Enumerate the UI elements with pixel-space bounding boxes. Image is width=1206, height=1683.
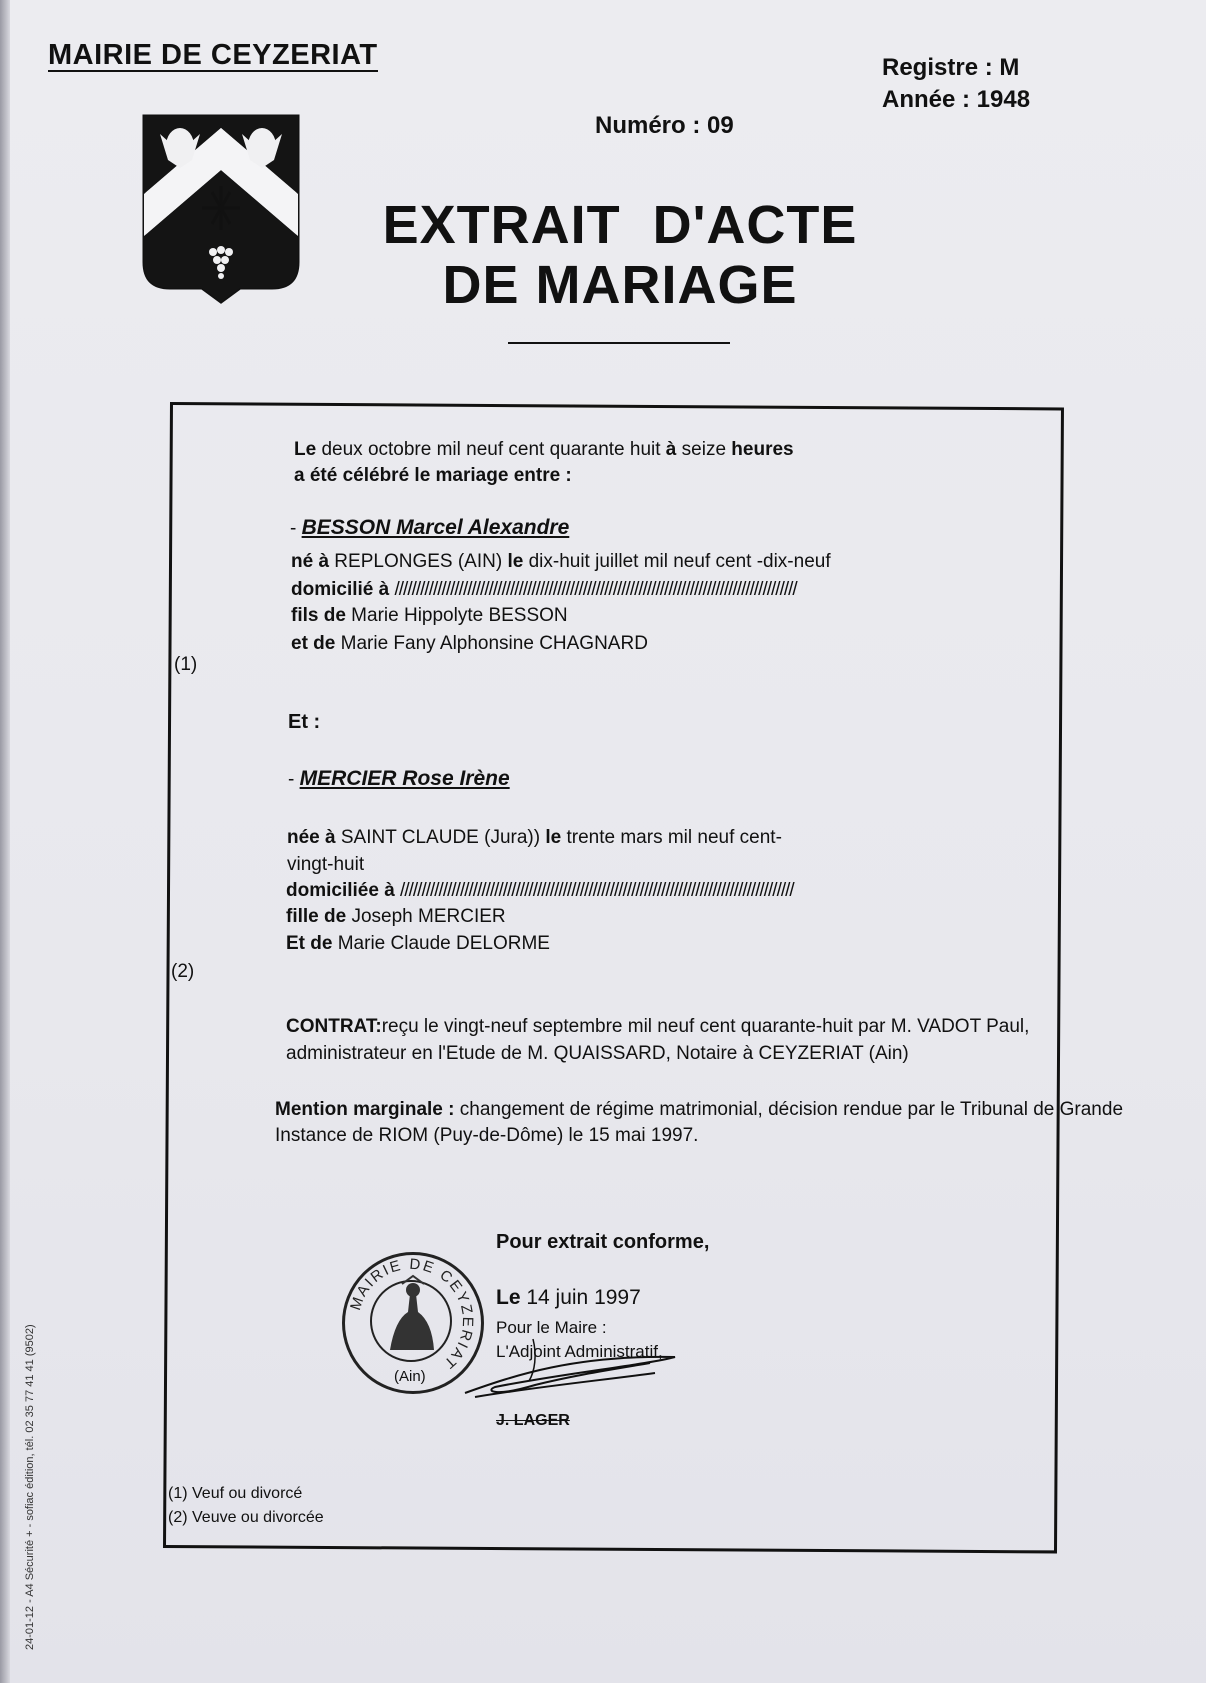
document-title bbox=[320, 195, 920, 315]
page-edge-shadow bbox=[0, 0, 10, 1683]
intro-heures: heures bbox=[731, 439, 794, 460]
contrat-text: reçu le vingt-neuf septembre mil neuf cent quarante-huit par M. VADOT Paul, bbox=[381, 1016, 1030, 1037]
born-date: dix-huit juillet mil neuf cent -dix-neuf bbox=[523, 551, 831, 572]
born-le: le bbox=[545, 827, 562, 848]
born-place: SAINT CLAUDE (Jura)) bbox=[335, 827, 546, 848]
mention-line-1 bbox=[275, 1096, 1123, 1124]
title-line-2: DE MARIAGE bbox=[442, 255, 798, 315]
stamp-ring-text: MAIRIE DE CEYZERIAT bbox=[347, 1255, 477, 1373]
spouse2-father bbox=[286, 903, 506, 931]
numero-label: Numéro : 09 bbox=[595, 112, 734, 139]
intro-hour: seize bbox=[676, 439, 732, 460]
footnote-1: (1) Veuf ou divorcé bbox=[168, 1485, 303, 1502]
intro-line-2: a été célébré le mariage entre : bbox=[294, 465, 572, 486]
registre-label: Registre : M bbox=[882, 54, 1020, 81]
spouse2-domicile bbox=[286, 877, 922, 905]
spouse2-name-line bbox=[288, 765, 510, 794]
domicile-label: domiciliée à bbox=[286, 880, 401, 901]
note-marker-1: (1) bbox=[174, 654, 198, 675]
note-marker-2: (2) bbox=[171, 961, 195, 982]
mention-label: Mention marginale : bbox=[275, 1099, 455, 1120]
annee-label: Année : 1948 bbox=[882, 86, 1031, 113]
intro-le: Le bbox=[294, 439, 317, 460]
handwritten-signature bbox=[455, 1335, 685, 1415]
mother-name: Marie Fany Alphonsine CHAGNARD bbox=[335, 633, 648, 654]
contrat-line-1 bbox=[286, 1013, 1029, 1041]
coat-of-arms-icon bbox=[140, 112, 302, 304]
title-line-1: EXTRAIT D'ACTE bbox=[382, 195, 858, 255]
spouse1-name: BESSON Marcel Alexandre bbox=[301, 516, 570, 539]
pour-extrait-conforme: Pour extrait conforme, bbox=[496, 1231, 710, 1253]
intro-line-1 bbox=[294, 436, 794, 464]
born-le: le bbox=[507, 551, 524, 572]
domicile-redacted: ////////////////////////////////////////////////////////////////////////////////////////////// bbox=[394, 579, 797, 600]
adjoint-title: L'Adjoint Administratif, bbox=[496, 1342, 663, 1361]
contrat-label: CONTRAT: bbox=[286, 1016, 382, 1037]
domicile-redacted: //////////////////////////////////////////////////////////////////////////////////////////// bbox=[400, 880, 794, 901]
signer-name: J. LAGER bbox=[496, 1412, 570, 1429]
printer-side-text: 24-01-12 - A4 Sécurité + - sofiac édition, tél. 02 35 77 41 41 (9502) bbox=[24, 1324, 36, 1650]
born-date: trente mars mil neuf cent- bbox=[561, 827, 782, 848]
mention-line-2: Instance de RIOM (Puy-de-Dôme) le 15 mai 1997. bbox=[275, 1125, 699, 1146]
mairie-heading: MAIRIE DE CEYZERIAT bbox=[48, 39, 378, 71]
father-name: Joseph MERCIER bbox=[346, 906, 506, 927]
spouse1-domicile bbox=[291, 576, 931, 604]
intro-a: à bbox=[665, 439, 677, 460]
dash: - bbox=[288, 769, 300, 790]
spouse2-name: MERCIER Rose Irène bbox=[299, 767, 510, 790]
mother-label: Et de bbox=[286, 933, 333, 954]
domicile-label: domicilié à bbox=[291, 579, 395, 600]
spouse2-mother bbox=[286, 930, 550, 958]
mother-name: Marie Claude DELORME bbox=[332, 933, 550, 954]
stamp-bottom-text: (Ain) bbox=[394, 1368, 426, 1385]
spouse1-name-line bbox=[290, 514, 569, 543]
contrat-line-2: administrateur en l'Etude de M. QUAISSARD, Notaire à CEYZERIAT (Ain) bbox=[286, 1043, 909, 1064]
title-underline bbox=[508, 342, 730, 344]
registre-block bbox=[882, 52, 1030, 116]
born-label: né à bbox=[291, 551, 330, 572]
born-label: née à bbox=[287, 827, 336, 848]
spouse1-birth bbox=[291, 548, 831, 576]
spouse1-father bbox=[291, 602, 568, 630]
born-place: REPLONGES (AIN) bbox=[329, 551, 508, 572]
dash: - bbox=[290, 518, 302, 539]
date-value: 14 juin 1997 bbox=[520, 1286, 641, 1309]
signature-date bbox=[496, 1284, 641, 1312]
date-le: Le bbox=[496, 1286, 521, 1309]
footnote-2: (2) Veuve ou divorcée bbox=[168, 1509, 324, 1526]
father-name: Marie Hippolyte BESSON bbox=[345, 605, 568, 626]
intro-date: deux octobre mil neuf cent quarante huit bbox=[316, 439, 666, 460]
mention-text: changement de régime matrimonial, décision rendue par le Tribunal de Grande bbox=[454, 1099, 1124, 1120]
spouse1-mother bbox=[291, 630, 648, 658]
et-label: Et : bbox=[288, 711, 321, 733]
mother-label: et de bbox=[291, 633, 336, 654]
pour-le-maire: Pour le Maire : bbox=[496, 1318, 607, 1337]
spouse2-birth bbox=[287, 824, 782, 852]
spouse2-birth-cont: vingt-huit bbox=[287, 854, 365, 875]
father-label: fils de bbox=[291, 605, 346, 626]
father-label: fille de bbox=[286, 906, 347, 927]
